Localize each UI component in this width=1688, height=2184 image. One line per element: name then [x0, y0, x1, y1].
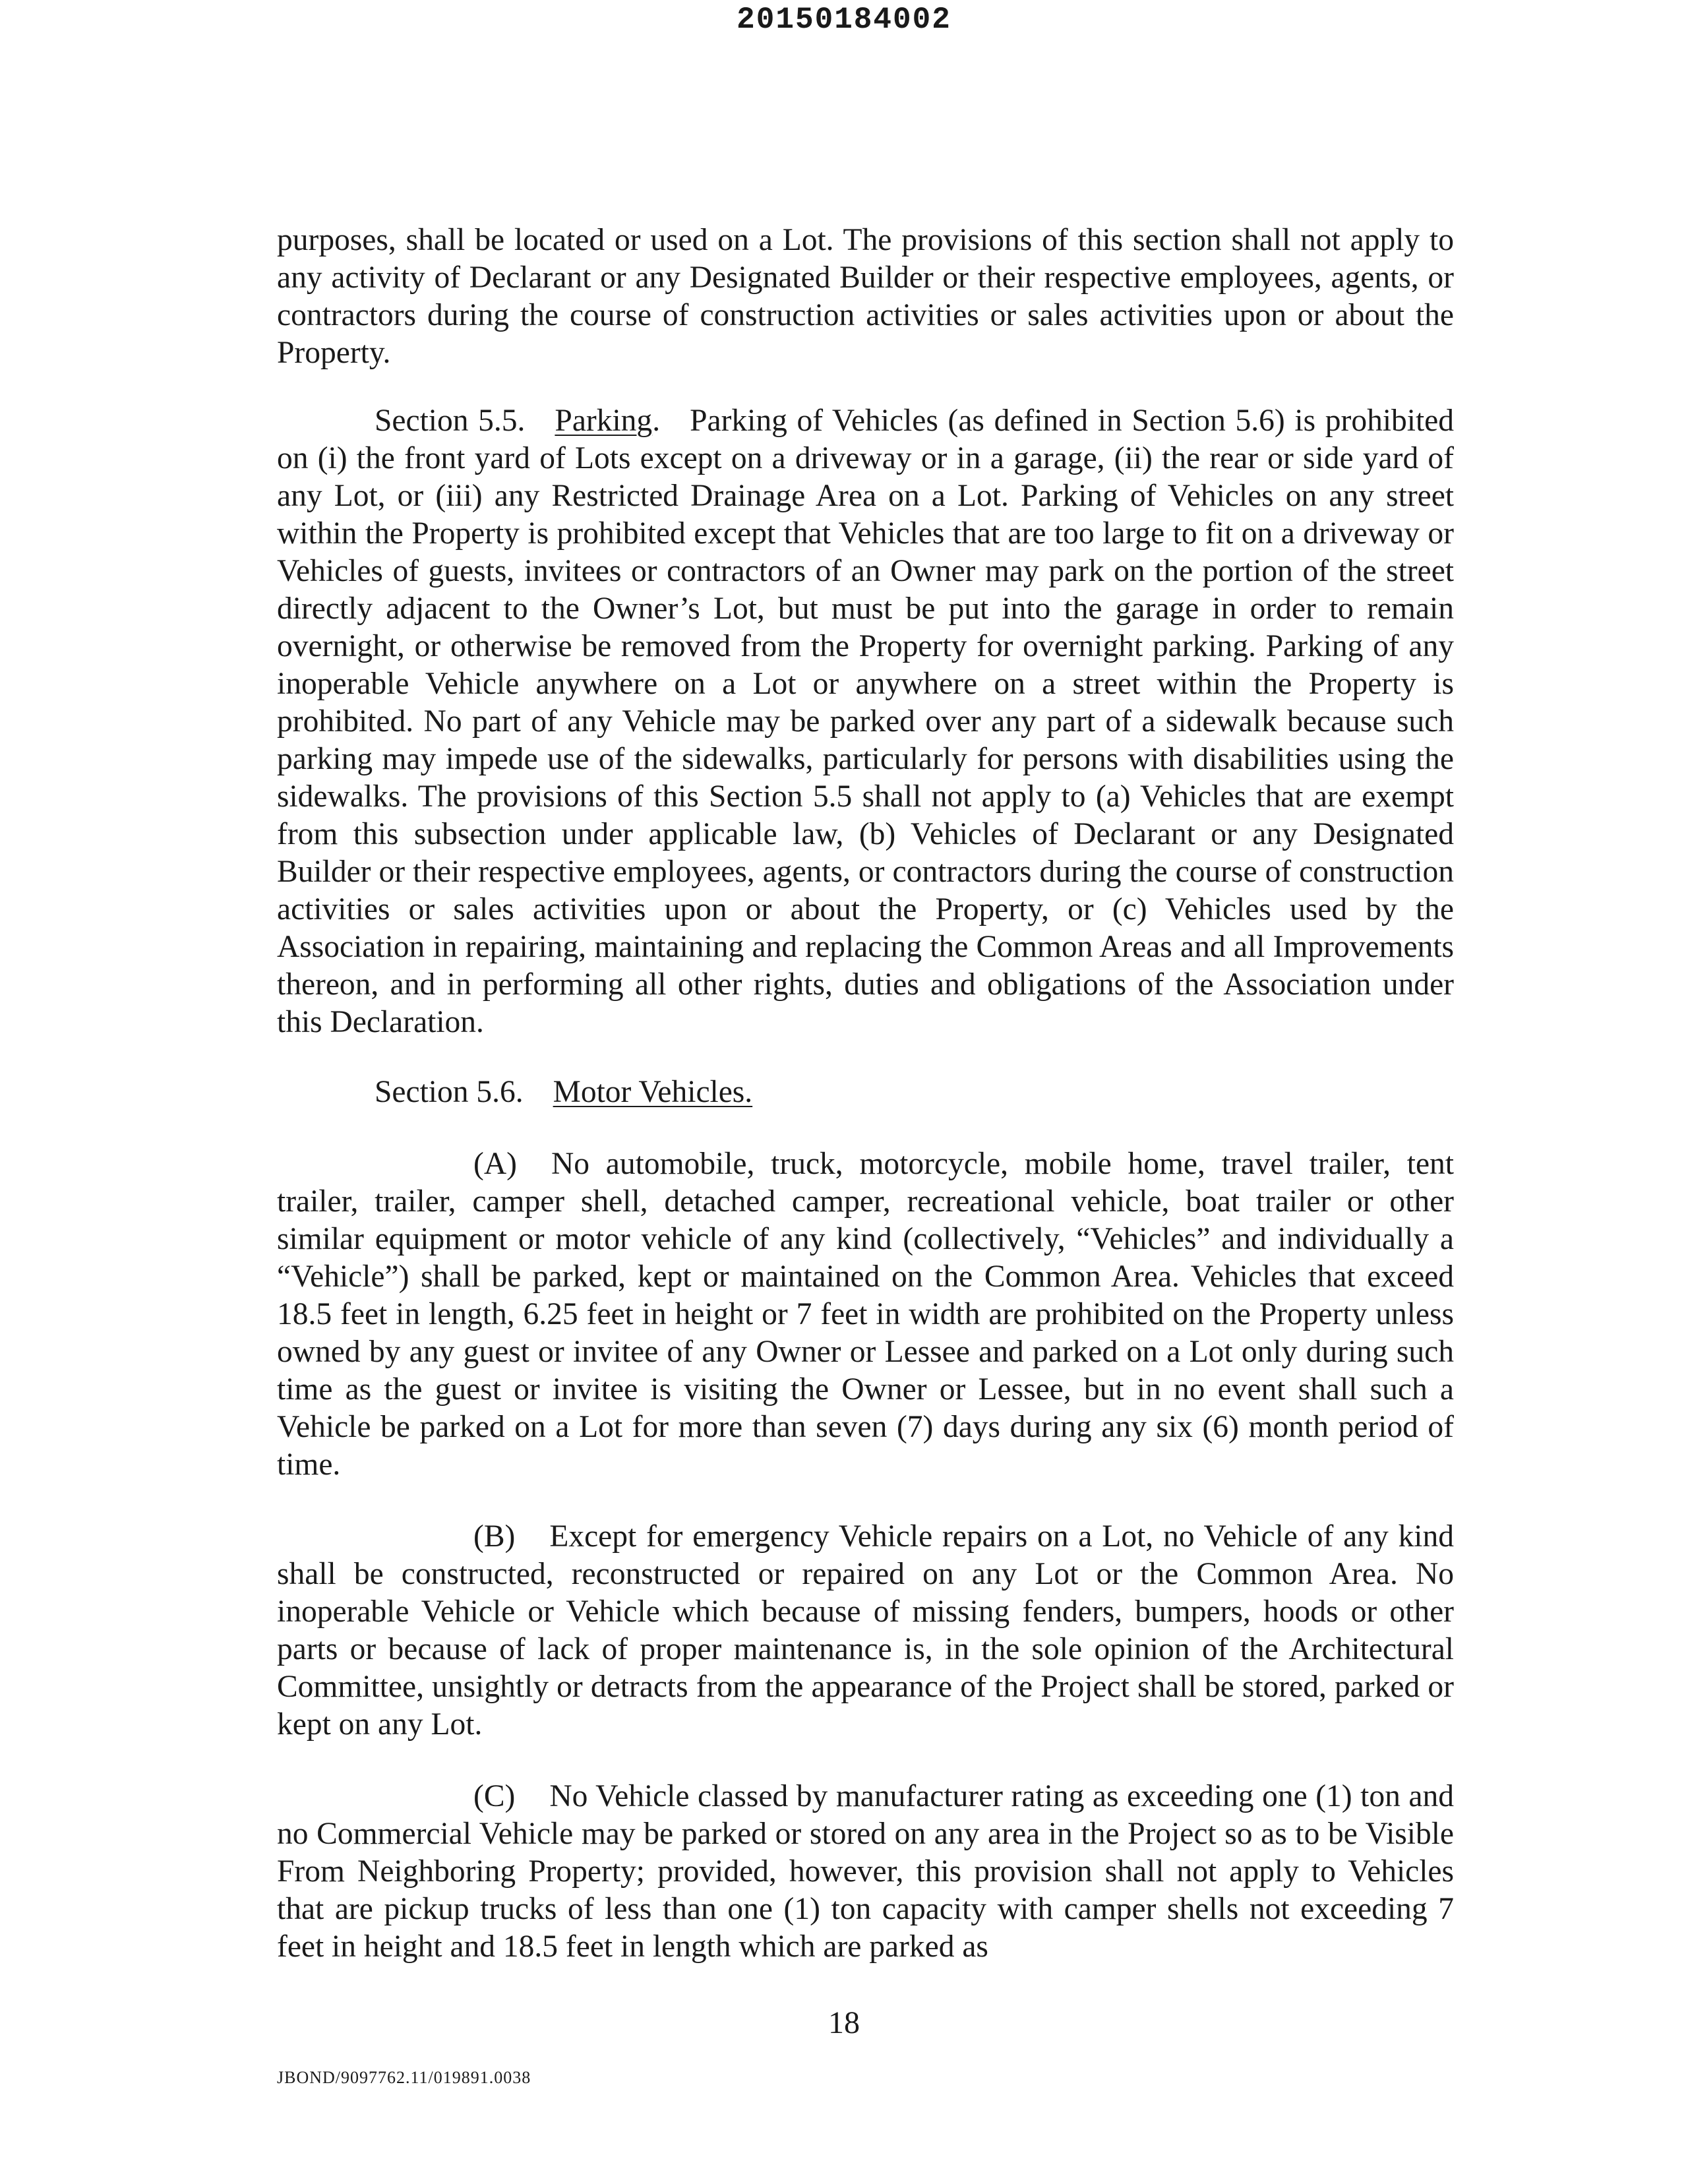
page-number: 18 — [828, 2005, 860, 2040]
subsection-a-label: (A) — [473, 1147, 517, 1181]
section-5-6-heading — [277, 1074, 1454, 1111]
subsection-b — [277, 1518, 1454, 1744]
subsection-c-label: (C) — [473, 1779, 516, 1813]
subsection-a — [277, 1145, 1454, 1484]
subsection-b-paragraph — [277, 1518, 1454, 1744]
subsection-a-paragraph — [277, 1145, 1454, 1484]
paragraph-continuation-text: purposes, shall be located or used on a Lot. The provisions of this section shall not apply to any activity of Declarant or any Designated Builder or their respective employees, agents, or contractors during the course of construction activities or sales activities upon or about the Property. — [277, 223, 1454, 370]
section-5-5-title-punct: . — [652, 404, 661, 438]
section-5-5-text: Parking of Vehicles (as defined in Section 5.6) is prohibited on (i) the front yard of Lots except on a driveway or in a garage, (ii) the rear or side yard of any Lot, or (iii) any Restricted Drainage Area on a Lot. Parking of Vehicles on any street within the Property is prohibited except that Vehicles that are too large to fit on a driveway or Vehicles of guests, invitees or contractors of an Owner may park on the portion of the street directly adjacent to the Owner’s Lot, but must be put into the garage in order to remain overnight, or otherwise be removed from the Property for overnight parking. Parking of any inoperable Vehicle anywhere on a Lot or anywhere on a street within the Property is prohibited. No part of any Vehicle may be parked over any part of a sidewalk because such parking may impede use of the sidewalks, particularly for persons with disabilities using the sidewalks. The provisions of this Section 5.5 shall not apply to (a) Vehicles that are exempt from this subsection under applicable law, (b) Vehicles of Declarant or any Designated Builder or their respective employees, agents, or contractors during the course of construction activities or sales activities upon or about the Property, or (c) Vehicles used by the Association in repairing, maintaining and replacing the Common Areas and all Improvements thereon, and in performing all other rights, duties and obligations of the Association under this Declaration. — [277, 404, 1454, 1039]
paragraph-continuation — [277, 222, 1454, 372]
section-5-5-title: Parking — [555, 404, 653, 438]
section-5-5-number: Section 5.5. — [375, 404, 526, 438]
section-5-5-paragraph — [277, 402, 1454, 1041]
subsection-c — [277, 1778, 1454, 1966]
section-5-6 — [277, 1074, 1454, 1111]
subsection-c-paragraph — [277, 1778, 1454, 1966]
subsection-a-text: No automobile, truck, motorcycle, mobile home, travel trailer, tent trailer, trailer, camper shell, detached camper, recreational vehicle, boat trailer or other similar equipment or motor vehicle of any kind (collectively, “Vehicles” and individually a “Vehicle”) shall be parked, kept or maintained on the Common Area. Vehicles that exceed 18.5 feet in length, 6.25 feet in height or 7 feet in width are prohibited on the Property unless owned by any guest or invitee of any Owner or Lessee and parked on a Lot only during such time as the guest or invitee is visiting the Owner or Lessee, but in no event shall such a Vehicle be parked on a Lot for more than seven (7) days during any six (6) month period of time. — [277, 1147, 1454, 1482]
recording-number: 20150184002 — [737, 3, 951, 37]
section-5-6-title: Motor Vehicles. — [553, 1075, 753, 1109]
document-reference: JBOND/9097762.11/019891.0038 — [277, 2068, 531, 2087]
subsection-c-text: No Vehicle classed by manufacturer rating as exceeding one (1) ton and no Commercial Vehicle may be parked or stored on any area in the Project so as to be Visible From Neighboring Property; provided, however, this provision shall not apply to Vehicles that are pickup trucks of less than one (1) ton capacity with camper shells not exceeding 7 feet in height and 18.5 feet in length which are parked as — [277, 1779, 1454, 1964]
section-5-5 — [277, 402, 1454, 1041]
section-5-6-number: Section 5.6. — [375, 1075, 524, 1109]
subsection-b-text: Except for emergency Vehicle repairs on a Lot, no Vehicle of any kind shall be constructed, reconstructed or repaired on any Lot or the Common Area. No inoperable Vehicle or Vehicle which because of missing fenders, bumpers, hoods or other parts or because of lack of proper maintenance is, in the sole opinion of the Architectural Committee, unsightly or detracts from the appearance of the Project shall be stored, parked or kept on any Lot. — [277, 1519, 1454, 1742]
subsection-b-label: (B) — [473, 1519, 516, 1554]
